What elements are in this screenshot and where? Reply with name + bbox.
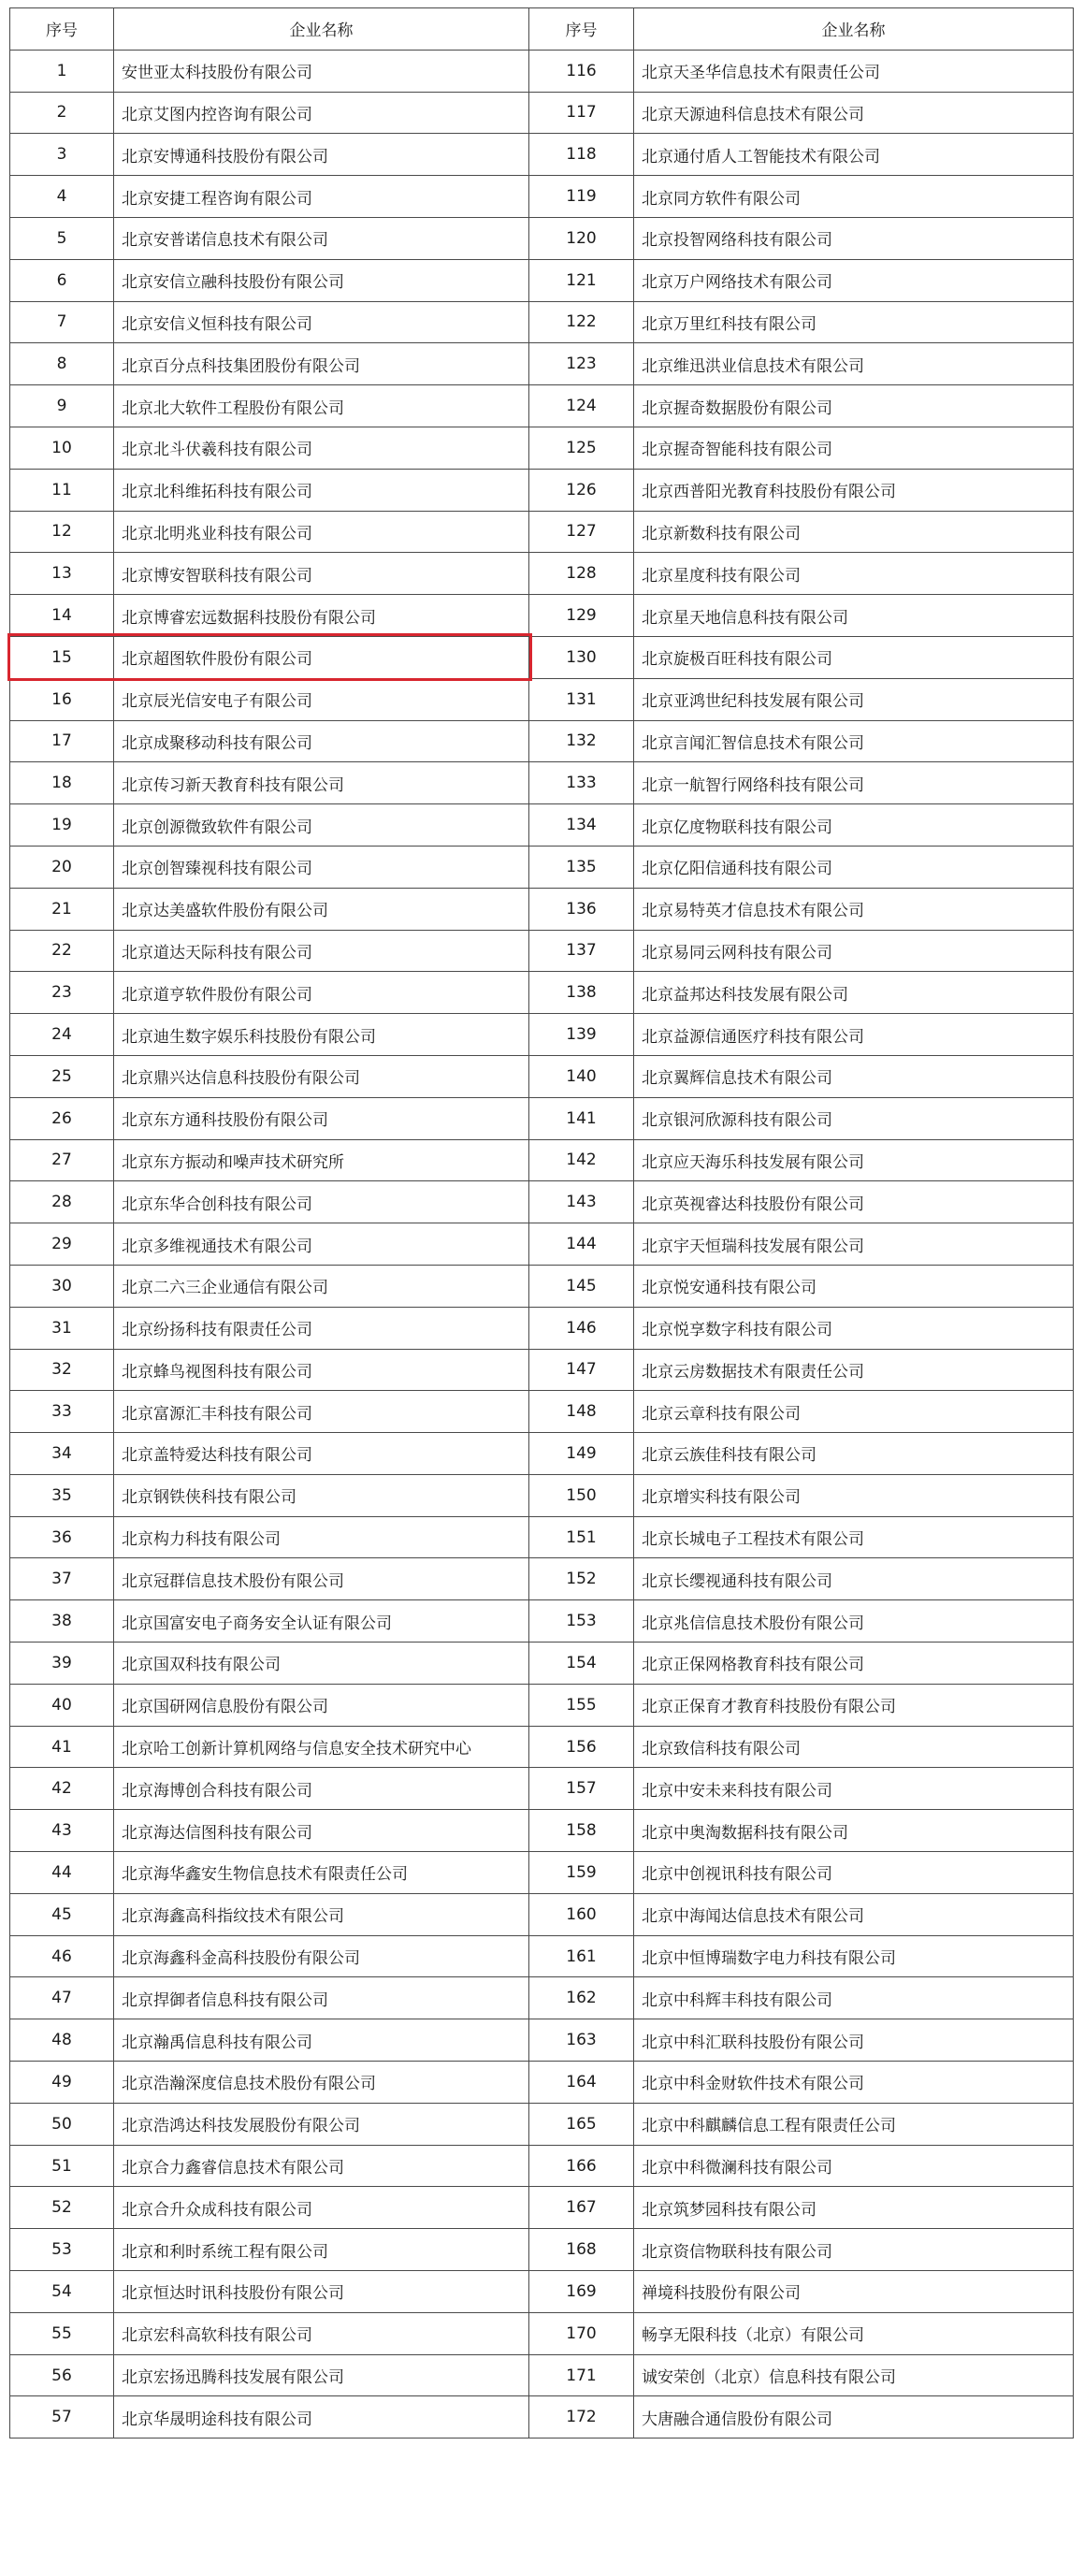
- company-name-left: 北京蜂鸟视图科技有限公司: [114, 1349, 529, 1391]
- serial-number-left: 43: [10, 1810, 114, 1852]
- company-name-left: 北京瀚禹信息科技有限公司: [114, 2019, 529, 2062]
- serial-number-right: 162: [529, 1977, 634, 2019]
- serial-number-left: 11: [10, 469, 114, 511]
- serial-number-left: 4: [10, 176, 114, 218]
- company-name-right: 北京亚鸿世纪科技发展有限公司: [634, 678, 1074, 720]
- company-name-left: 北京构力科技有限公司: [114, 1516, 529, 1558]
- company-name-right: 北京同方软件有限公司: [634, 176, 1074, 218]
- table-row: [10, 1643, 1074, 1685]
- serial-number-left: 3: [10, 134, 114, 176]
- company-name-left: 北京合升众成科技有限公司: [114, 2187, 529, 2229]
- serial-number-left: 53: [10, 2229, 114, 2271]
- header-serial-right: 序号: [529, 8, 634, 51]
- company-name-right: 畅享无限科技（北京）有限公司: [634, 2312, 1074, 2354]
- serial-number-right: 170: [529, 2312, 634, 2354]
- serial-number-right: 160: [529, 1893, 634, 1935]
- header-serial-left: 序号: [10, 8, 114, 51]
- table-row: [10, 553, 1074, 595]
- serial-number-right: 121: [529, 259, 634, 301]
- serial-number-right: 151: [529, 1516, 634, 1558]
- company-name-right: 北京中安未来科技有限公司: [634, 1768, 1074, 1810]
- table-row: [10, 1055, 1074, 1097]
- company-name-left: 北京华晟明途科技有限公司: [114, 2396, 529, 2439]
- serial-number-left: 47: [10, 1977, 114, 2019]
- company-name-left: 北京盖特爱达科技有限公司: [114, 1433, 529, 1475]
- serial-number-right: 119: [529, 176, 634, 218]
- serial-number-left: 46: [10, 1935, 114, 1977]
- company-name-right: 北京万户网络技术有限公司: [634, 259, 1074, 301]
- serial-number-left: 57: [10, 2396, 114, 2439]
- company-name-left: 北京宏科高软科技有限公司: [114, 2312, 529, 2354]
- serial-number-right: 118: [529, 134, 634, 176]
- serial-number-right: 141: [529, 1097, 634, 1139]
- company-name-left: 北京多维视通技术有限公司: [114, 1223, 529, 1266]
- serial-number-right: 134: [529, 804, 634, 847]
- company-name-left: 北京宏扬迅腾科技发展有限公司: [114, 2354, 529, 2396]
- table-row: [10, 1935, 1074, 1977]
- serial-number-left: 37: [10, 1558, 114, 1600]
- serial-number-right: 159: [529, 1852, 634, 1894]
- company-name-right: 大唐融合通信股份有限公司: [634, 2396, 1074, 2439]
- company-name-right: 北京亿度物联科技有限公司: [634, 804, 1074, 847]
- company-name-left: 北京合力鑫睿信息技术有限公司: [114, 2145, 529, 2187]
- serial-number-left: 48: [10, 2019, 114, 2062]
- table-body: [10, 50, 1074, 2438]
- serial-number-left: 28: [10, 1181, 114, 1223]
- company-name-right: 北京增实科技有限公司: [634, 1474, 1074, 1516]
- company-name-right: 北京中科辉丰科技有限公司: [634, 1977, 1074, 2019]
- serial-number-right: 127: [529, 511, 634, 553]
- company-name-left: 北京海达信图科技有限公司: [114, 1810, 529, 1852]
- serial-number-left: 35: [10, 1474, 114, 1516]
- serial-number-right: 147: [529, 1349, 634, 1391]
- serial-number-left: 23: [10, 972, 114, 1014]
- company-name-right: 北京握奇数据股份有限公司: [634, 385, 1074, 427]
- table-row: [10, 1810, 1074, 1852]
- serial-number-left: 54: [10, 2271, 114, 2313]
- company-name-left: 北京创源微致软件有限公司: [114, 804, 529, 847]
- table-row: [10, 678, 1074, 720]
- serial-number-left: 32: [10, 1349, 114, 1391]
- serial-number-left: 9: [10, 385, 114, 427]
- company-name-right: 北京中科汇联科技股份有限公司: [634, 2019, 1074, 2062]
- serial-number-left: 24: [10, 1014, 114, 1056]
- serial-number-left: 40: [10, 1684, 114, 1726]
- table-row: [10, 1181, 1074, 1223]
- table-row: [10, 1516, 1074, 1558]
- serial-number-left: 10: [10, 427, 114, 469]
- table-header: [10, 8, 1074, 51]
- serial-number-right: 154: [529, 1643, 634, 1685]
- header-company-left: 企业名称: [114, 8, 529, 51]
- table-row: [10, 595, 1074, 637]
- table-row: [10, 1893, 1074, 1935]
- serial-number-left: 25: [10, 1055, 114, 1097]
- company-name-right: 北京云房数据技术有限责任公司: [634, 1349, 1074, 1391]
- company-name-right: 北京云章科技有限公司: [634, 1391, 1074, 1433]
- table-row: [10, 343, 1074, 385]
- serial-number-right: 129: [529, 595, 634, 637]
- table-row: [10, 92, 1074, 134]
- company-name-left: 北京辰光信安电子有限公司: [114, 678, 529, 720]
- serial-number-right: 123: [529, 343, 634, 385]
- company-name-left: 北京达美盛软件股份有限公司: [114, 888, 529, 930]
- company-name-left: 北京道达天际科技有限公司: [114, 930, 529, 972]
- company-name-left: 北京富源汇丰科技有限公司: [114, 1391, 529, 1433]
- table-row: [10, 762, 1074, 804]
- company-name-left: 北京北明兆业科技有限公司: [114, 511, 529, 553]
- company-name-right: 北京天源迪科信息技术有限公司: [634, 92, 1074, 134]
- serial-number-right: 152: [529, 1558, 634, 1600]
- table-row: [10, 846, 1074, 888]
- serial-number-left: 52: [10, 2187, 114, 2229]
- serial-number-right: 153: [529, 1600, 634, 1643]
- serial-number-left: 55: [10, 2312, 114, 2354]
- serial-number-left: 7: [10, 301, 114, 343]
- serial-number-right: 131: [529, 678, 634, 720]
- serial-number-right: 139: [529, 1014, 634, 1056]
- serial-number-left: 56: [10, 2354, 114, 2396]
- serial-number-right: 124: [529, 385, 634, 427]
- company-name-left: 北京艾图内控咨询有限公司: [114, 92, 529, 134]
- company-name-left: 北京北科维拓科技有限公司: [114, 469, 529, 511]
- company-name-left: 北京海华鑫安生物信息技术有限责任公司: [114, 1852, 529, 1894]
- serial-number-right: 166: [529, 2145, 634, 2187]
- company-name-left: 北京海鑫科金高科技股份有限公司: [114, 1935, 529, 1977]
- serial-number-right: 128: [529, 553, 634, 595]
- table-row: [10, 804, 1074, 847]
- company-name-right: 北京长缨视通科技有限公司: [634, 1558, 1074, 1600]
- company-name-left: 北京哈工创新计算机网络与信息安全技术研究中心: [114, 1726, 529, 1768]
- serial-number-left: 5: [10, 217, 114, 259]
- serial-number-left: 29: [10, 1223, 114, 1266]
- company-name-left: 北京浩瀚深度信息技术股份有限公司: [114, 2062, 529, 2104]
- serial-number-left: 34: [10, 1433, 114, 1475]
- header-row: [10, 8, 1074, 51]
- serial-number-right: 117: [529, 92, 634, 134]
- serial-number-left: 51: [10, 2145, 114, 2187]
- table-row: [10, 1977, 1074, 2019]
- company-name-right: 北京星天地信息科技有限公司: [634, 595, 1074, 637]
- table-row: [10, 134, 1074, 176]
- company-name-left: 北京北斗伏羲科技有限公司: [114, 427, 529, 469]
- company-name-right: 北京长城电子工程技术有限公司: [634, 1516, 1074, 1558]
- serial-number-left: 13: [10, 553, 114, 595]
- table-row: [10, 1433, 1074, 1475]
- company-name-right: 北京一航智行网络科技有限公司: [634, 762, 1074, 804]
- company-name-left: 北京东方振动和噪声技术研究所: [114, 1139, 529, 1181]
- serial-number-right: 120: [529, 217, 634, 259]
- serial-number-left: 44: [10, 1852, 114, 1894]
- serial-number-right: 145: [529, 1265, 634, 1307]
- serial-number-left: 18: [10, 762, 114, 804]
- serial-number-right: 142: [529, 1139, 634, 1181]
- company-name-right: 北京亿阳信通科技有限公司: [634, 846, 1074, 888]
- serial-number-left: 39: [10, 1643, 114, 1685]
- serial-number-right: 132: [529, 720, 634, 762]
- company-name-right: 北京正保育才教育科技股份有限公司: [634, 1684, 1074, 1726]
- serial-number-left: 45: [10, 1893, 114, 1935]
- header-company-right: 企业名称: [634, 8, 1074, 51]
- serial-number-left: 15: [10, 636, 114, 678]
- serial-number-left: 6: [10, 259, 114, 301]
- serial-number-right: 155: [529, 1684, 634, 1726]
- table-row: [10, 217, 1074, 259]
- company-name-left: 北京二六三企业通信有限公司: [114, 1265, 529, 1307]
- company-name-right: 北京中海闻达信息技术有限公司: [634, 1893, 1074, 1935]
- company-name-right: 北京益源信通医疗科技有限公司: [634, 1014, 1074, 1056]
- serial-number-left: 1: [10, 50, 114, 92]
- company-name-right: 北京言闻汇智信息技术有限公司: [634, 720, 1074, 762]
- company-name-right: 北京兆信信息技术股份有限公司: [634, 1600, 1074, 1643]
- serial-number-right: 172: [529, 2396, 634, 2439]
- table-row: [10, 469, 1074, 511]
- table-row: [10, 2354, 1074, 2396]
- company-list-table: [9, 7, 1074, 2439]
- table-row: [10, 720, 1074, 762]
- serial-number-right: 135: [529, 846, 634, 888]
- company-name-left: 北京捍御者信息科技有限公司: [114, 1977, 529, 2019]
- serial-number-right: 143: [529, 1181, 634, 1223]
- company-name-left: 北京成聚移动科技有限公司: [114, 720, 529, 762]
- company-name-right: 北京维迅洪业信息技术有限公司: [634, 343, 1074, 385]
- serial-number-right: 140: [529, 1055, 634, 1097]
- company-name-right: 北京中恒博瑞数字电力科技有限公司: [634, 1935, 1074, 1977]
- company-name-left: 北京国研网信息股份有限公司: [114, 1684, 529, 1726]
- company-name-right: 北京天圣华信息技术有限责任公司: [634, 50, 1074, 92]
- serial-number-right: 167: [529, 2187, 634, 2229]
- company-name-right: 北京中奥淘数据科技有限公司: [634, 1810, 1074, 1852]
- serial-number-left: 16: [10, 678, 114, 720]
- company-name-left: 北京安博通科技股份有限公司: [114, 134, 529, 176]
- table-row: [10, 1139, 1074, 1181]
- company-name-right: 禅境科技股份有限公司: [634, 2271, 1074, 2313]
- serial-number-right: 169: [529, 2271, 634, 2313]
- table-row: [10, 2103, 1074, 2145]
- table-row: [10, 930, 1074, 972]
- company-name-right: 北京宇天恒瑞科技发展有限公司: [634, 1223, 1074, 1266]
- company-name-right: 北京云族佳科技有限公司: [634, 1433, 1074, 1475]
- serial-number-right: 148: [529, 1391, 634, 1433]
- company-name-left: 北京纷扬科技有限责任公司: [114, 1307, 529, 1349]
- table-row: [10, 1307, 1074, 1349]
- serial-number-left: 19: [10, 804, 114, 847]
- serial-number-left: 42: [10, 1768, 114, 1810]
- serial-number-left: 12: [10, 511, 114, 553]
- table-row: [10, 888, 1074, 930]
- company-name-right: 北京悦享数字科技有限公司: [634, 1307, 1074, 1349]
- serial-number-right: 150: [529, 1474, 634, 1516]
- company-name-right: 北京资信物联科技有限公司: [634, 2229, 1074, 2271]
- table-row: [10, 50, 1074, 92]
- company-name-left: 北京冠群信息技术股份有限公司: [114, 1558, 529, 1600]
- table-row: [10, 2145, 1074, 2187]
- table-row: [10, 511, 1074, 553]
- serial-number-left: 36: [10, 1516, 114, 1558]
- company-name-left: 北京安信立融科技股份有限公司: [114, 259, 529, 301]
- company-name-left: 北京博睿宏远数据科技股份有限公司: [114, 595, 529, 637]
- table-row: [10, 2271, 1074, 2313]
- serial-number-left: 2: [10, 92, 114, 134]
- company-name-right: 北京万里红科技有限公司: [634, 301, 1074, 343]
- company-name-left: 北京道亨软件股份有限公司: [114, 972, 529, 1014]
- serial-number-left: 31: [10, 1307, 114, 1349]
- company-name-left: 北京超图软件股份有限公司: [114, 636, 529, 678]
- company-name-right: 北京中创视讯科技有限公司: [634, 1852, 1074, 1894]
- company-name-left: 安世亚太科技股份有限公司: [114, 50, 529, 92]
- table-row: [10, 1097, 1074, 1139]
- company-name-right: 北京投智网络科技有限公司: [634, 217, 1074, 259]
- company-name-left: 北京钢铁侠科技有限公司: [114, 1474, 529, 1516]
- table-row: [10, 1391, 1074, 1433]
- company-name-right: 北京新数科技有限公司: [634, 511, 1074, 553]
- serial-number-right: 158: [529, 1810, 634, 1852]
- serial-number-right: 126: [529, 469, 634, 511]
- serial-number-right: 161: [529, 1935, 634, 1977]
- table-row: [10, 636, 1074, 678]
- company-name-right: 北京致信科技有限公司: [634, 1726, 1074, 1768]
- serial-number-left: 8: [10, 343, 114, 385]
- serial-number-left: 33: [10, 1391, 114, 1433]
- table-row: [10, 301, 1074, 343]
- serial-number-right: 165: [529, 2103, 634, 2145]
- company-name-left: 北京安捷工程咨询有限公司: [114, 176, 529, 218]
- serial-number-right: 156: [529, 1726, 634, 1768]
- table-row: [10, 427, 1074, 469]
- company-name-left: 北京东华合创科技有限公司: [114, 1181, 529, 1223]
- company-name-left: 北京东方通科技股份有限公司: [114, 1097, 529, 1139]
- table-row: [10, 2312, 1074, 2354]
- company-name-left: 北京安信义恒科技有限公司: [114, 301, 529, 343]
- serial-number-right: 163: [529, 2019, 634, 2062]
- company-name-right: 北京握奇智能科技有限公司: [634, 427, 1074, 469]
- company-name-right: 北京通付盾人工智能技术有限公司: [634, 134, 1074, 176]
- table-row: [10, 176, 1074, 218]
- table-row: [10, 2229, 1074, 2271]
- company-name-left: 北京创智臻视科技有限公司: [114, 846, 529, 888]
- table-row: [10, 1349, 1074, 1391]
- serial-number-left: 17: [10, 720, 114, 762]
- company-name-right: 北京翼辉信息技术有限公司: [634, 1055, 1074, 1097]
- serial-number-left: 41: [10, 1726, 114, 1768]
- company-name-left: 北京鼎兴达信息科技股份有限公司: [114, 1055, 529, 1097]
- serial-number-right: 149: [529, 1433, 634, 1475]
- company-name-right: 北京中科金财软件技术有限公司: [634, 2062, 1074, 2104]
- serial-number-left: 22: [10, 930, 114, 972]
- company-name-left: 北京国富安电子商务安全认证有限公司: [114, 1600, 529, 1643]
- company-name-right: 北京应天海乐科技发展有限公司: [634, 1139, 1074, 1181]
- company-name-left: 北京北大软件工程股份有限公司: [114, 385, 529, 427]
- company-name-right: 北京星度科技有限公司: [634, 553, 1074, 595]
- table-row: [10, 385, 1074, 427]
- table-row: [10, 2019, 1074, 2062]
- table-row: [10, 1768, 1074, 1810]
- serial-number-left: 38: [10, 1600, 114, 1643]
- company-name-left: 北京博安智联科技有限公司: [114, 553, 529, 595]
- company-name-right: 北京中科麒麟信息工程有限责任公司: [634, 2103, 1074, 2145]
- serial-number-right: 164: [529, 2062, 634, 2104]
- company-name-left: 北京浩鸿达科技发展股份有限公司: [114, 2103, 529, 2145]
- company-name-left: 北京传习新天教育科技有限公司: [114, 762, 529, 804]
- serial-number-left: 14: [10, 595, 114, 637]
- company-name-left: 北京安普诺信息技术有限公司: [114, 217, 529, 259]
- table-row: [10, 1223, 1074, 1266]
- company-name-right: 北京中科微澜科技有限公司: [634, 2145, 1074, 2187]
- company-name-left: 北京迪生数字娱乐科技股份有限公司: [114, 1014, 529, 1056]
- table-row: [10, 1474, 1074, 1516]
- serial-number-right: 116: [529, 50, 634, 92]
- company-name-right: 北京银河欣源科技有限公司: [634, 1097, 1074, 1139]
- table-row: [10, 2396, 1074, 2439]
- table-row: [10, 1265, 1074, 1307]
- company-name-right: 北京悦安通科技有限公司: [634, 1265, 1074, 1307]
- serial-number-right: 137: [529, 930, 634, 972]
- company-name-left: 北京国双科技有限公司: [114, 1643, 529, 1685]
- company-name-left: 北京海鑫高科指纹技术有限公司: [114, 1893, 529, 1935]
- serial-number-right: 122: [529, 301, 634, 343]
- company-name-right: 北京西普阳光教育科技股份有限公司: [634, 469, 1074, 511]
- company-name-left: 北京海博创合科技有限公司: [114, 1768, 529, 1810]
- table-row: [10, 1600, 1074, 1643]
- serial-number-right: 125: [529, 427, 634, 469]
- serial-number-right: 133: [529, 762, 634, 804]
- serial-number-right: 130: [529, 636, 634, 678]
- serial-number-right: 144: [529, 1223, 634, 1266]
- table-row: [10, 1852, 1074, 1894]
- company-name-right: 北京正保网格教育科技有限公司: [634, 1643, 1074, 1685]
- serial-number-right: 171: [529, 2354, 634, 2396]
- serial-number-right: 168: [529, 2229, 634, 2271]
- company-name-right: 北京筑梦园科技有限公司: [634, 2187, 1074, 2229]
- table-row: [10, 259, 1074, 301]
- serial-number-left: 27: [10, 1139, 114, 1181]
- company-name-right: 北京英视睿达科技股份有限公司: [634, 1181, 1074, 1223]
- serial-number-left: 20: [10, 846, 114, 888]
- serial-number-left: 26: [10, 1097, 114, 1139]
- table-row: [10, 972, 1074, 1014]
- serial-number-right: 157: [529, 1768, 634, 1810]
- company-name-left: 北京和利时系统工程有限公司: [114, 2229, 529, 2271]
- company-name-right: 诚安荣创（北京）信息科技有限公司: [634, 2354, 1074, 2396]
- table-row: [10, 1014, 1074, 1056]
- company-name-left: 北京百分点科技集团股份有限公司: [114, 343, 529, 385]
- company-name-left: 北京恒达时讯科技股份有限公司: [114, 2271, 529, 2313]
- serial-number-left: 50: [10, 2103, 114, 2145]
- serial-number-left: 21: [10, 888, 114, 930]
- serial-number-right: 146: [529, 1307, 634, 1349]
- company-name-right: 北京旋极百旺科技有限公司: [634, 636, 1074, 678]
- company-name-right: 北京益邦达科技发展有限公司: [634, 972, 1074, 1014]
- table-row: [10, 2062, 1074, 2104]
- serial-number-left: 49: [10, 2062, 114, 2104]
- table-row: [10, 2187, 1074, 2229]
- serial-number-left: 30: [10, 1265, 114, 1307]
- company-name-right: 北京易同云网科技有限公司: [634, 930, 1074, 972]
- serial-number-right: 136: [529, 888, 634, 930]
- table-row: [10, 1726, 1074, 1768]
- table-row: [10, 1558, 1074, 1600]
- company-name-right: 北京易特英才信息技术有限公司: [634, 888, 1074, 930]
- serial-number-right: 138: [529, 972, 634, 1014]
- table-row: [10, 1684, 1074, 1726]
